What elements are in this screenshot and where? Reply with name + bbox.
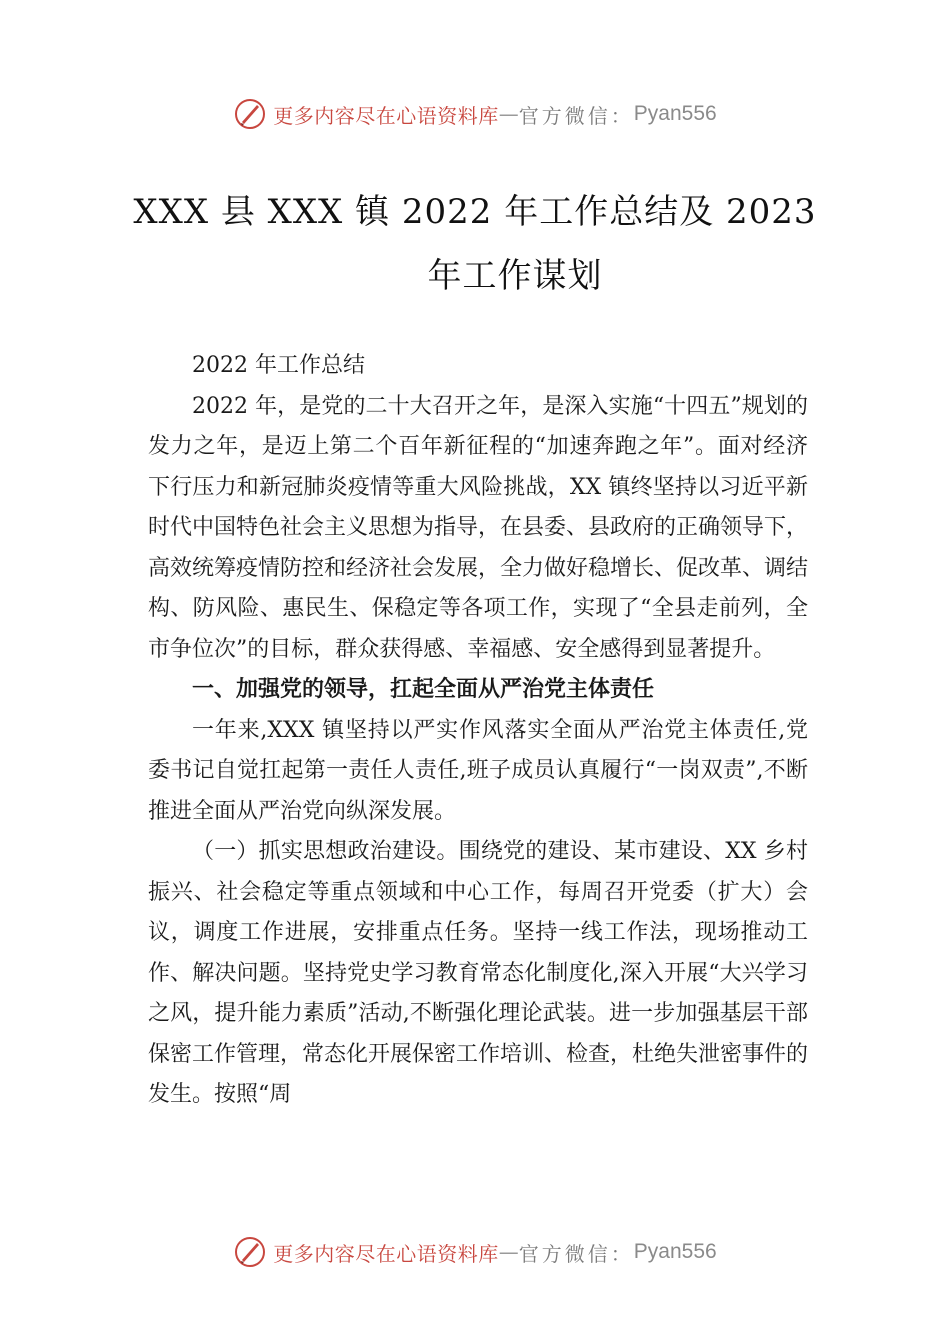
watermark-text: 更多内容尽在心语资料库	[273, 103, 499, 128]
watermark-header	[0, 92, 950, 136]
quill-logo-icon	[233, 97, 267, 131]
watermark-wechat-id: Pyan556	[633, 102, 717, 125]
subheading-1-lead: （一）	[192, 839, 259, 864]
watermark-label: 官方微信：	[518, 1241, 634, 1266]
intro-paragraph: 2022 年，是党的二十大召开之年，是深入实施“十四五”规划的发力之年，是迈上第二个百年新征程的“加速奔跑之年”。面对经济下行压力和新冠肺炎疫情等重大风险挑战，XX 镇终坚持以习近平新时代中国特色社会主义思想为指导，在县委、县政府的正确领导下，高效统筹疫情防控和经济社会发展，全力做好稳增长、促改革、调结构、防风险、惠民生、保稳定等各项工作，实现了“全县走前列，全市争位次”的目标，群众获得感、幸福感、安全感得到显著提升。	[148, 393, 809, 662]
watermark-wechat-id: Pyan556	[633, 1240, 717, 1263]
subheading-1-paragraph	[148, 832, 808, 1116]
document-title-line2: 年工作谋划	[427, 256, 603, 296]
document-title-line1: XXX 县 XXX 镇 2022 年工作总结及 2023	[133, 192, 817, 232]
heading-1: 一、加强党的领导，扛起全面从严治党主体责任	[192, 677, 655, 702]
watermark-label: 官方微信：	[518, 103, 634, 128]
section-label: 2022 年工作总结	[192, 353, 365, 378]
watermark-text: 更多内容尽在心语资料库	[273, 1241, 499, 1266]
document-body	[148, 346, 808, 1116]
watermark-separator: —	[498, 102, 519, 126]
quill-logo-icon	[233, 1235, 267, 1269]
paragraph-1: 一年来,XXX 镇坚持以严实作风落实全面从严治党主体责任,党委书记自觉扛起第一责任人责任,班子成员认真履行“一岗双责”,不断推进全面从严治党向纵深发展。	[148, 717, 808, 824]
watermark-separator: —	[498, 1240, 519, 1264]
watermark-footer	[0, 1230, 950, 1274]
subheading-1-text: 抓实思想政治建设。围绕党的建设、某市建设、XX 乡村振兴、社会稳定等重点领域和中心工作，每周召开党委（扩大）会议，调度工作进展，安排重点任务。坚持一线工作法，现场推动工作、解决问题。坚持党史学习教育常态化制度化,深入开展“大兴学习之风，提升能力素质”活动,不断强化理论武装。进一步加强基层干部保密工作管理，常态化开展保密工作培训、检查，杜绝失泄密事件的发生。按照“周	[148, 839, 809, 1107]
